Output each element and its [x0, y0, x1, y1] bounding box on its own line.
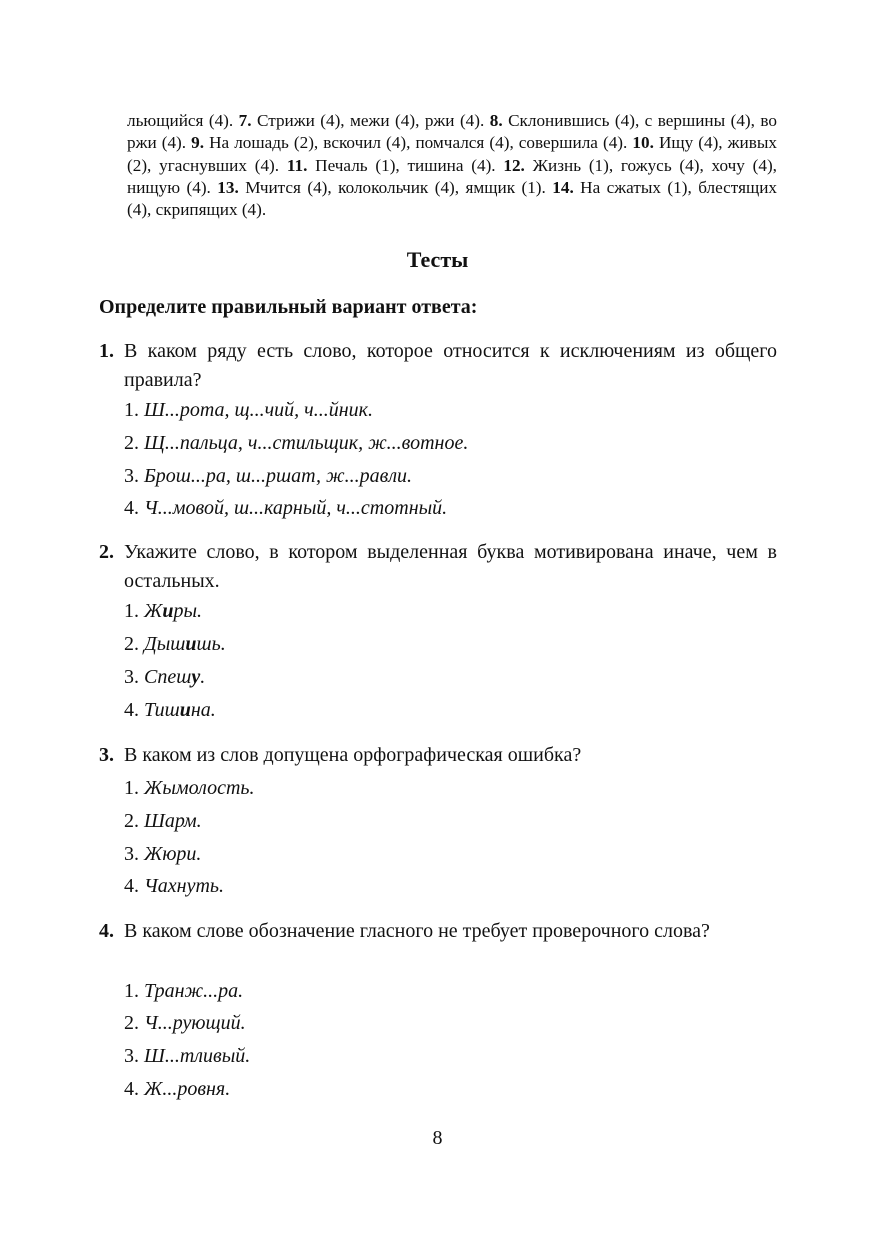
- answer-text: На лошадь (2), вскочил (4), помчался (4), совершила (4).: [204, 133, 633, 153]
- option-4-3: [124, 1042, 250, 1070]
- question-3: [99, 741, 777, 770]
- question-text: Укажите слово, в котором выделенная буква мотивирована иначе, чем в остальных.: [124, 541, 777, 592]
- option-3-3: [124, 840, 201, 868]
- option-number: 3.: [124, 465, 139, 487]
- option-1-4: [124, 494, 447, 522]
- option-text: Ш...тливый.: [144, 1045, 251, 1067]
- option-text: Спешу.: [144, 666, 206, 688]
- option-text: Ж...ровня.: [144, 1078, 231, 1100]
- option-3-4: [124, 872, 224, 900]
- answer-number: 9.: [191, 133, 205, 153]
- answer-text: Ищу (4), живых (2), угаснувших (4).: [127, 133, 777, 175]
- answer-number: 14.: [552, 177, 574, 197]
- instruction: Определите правильный вариант ответа:: [99, 296, 478, 318]
- option-text: Ч...мовой, ш...карный, ч...стотный.: [144, 497, 448, 519]
- question-2: [99, 538, 777, 595]
- option-number: 3.: [124, 843, 139, 865]
- highlighted-letter: у: [191, 666, 201, 688]
- question-number: 4.: [99, 920, 114, 942]
- option-number: 2.: [124, 1012, 139, 1034]
- question-4: [99, 917, 777, 946]
- question-text: В каком слове обозначение гласного не требует проверочного слова?: [124, 920, 710, 942]
- option-4-2: [124, 1009, 246, 1037]
- option-number: 4.: [124, 1078, 139, 1100]
- option-2-4: [124, 696, 216, 724]
- option-text: Шарм.: [144, 810, 202, 832]
- question-number: 2.: [99, 541, 114, 563]
- answer-text: Печаль (1), тишина (4).: [307, 155, 504, 175]
- option-1-1: [124, 396, 373, 424]
- option-text: Щ...пальца, ч...стильщик, ж...вотное.: [144, 432, 469, 454]
- option-number: 2.: [124, 432, 139, 454]
- answer-text: Жизнь (1), гожусь (4), хочу (4), нищую (4).: [127, 155, 777, 197]
- option-2-3: [124, 663, 205, 691]
- page-number: 8: [432, 1127, 443, 1149]
- option-1-3: [124, 462, 412, 490]
- option-2-2: [124, 630, 226, 658]
- question-text: В каком из слов допущена орфографическая ошибка?: [124, 744, 582, 766]
- question-text: В каком ряду есть слово, которое относится к исключениям из общего правила?: [124, 340, 777, 391]
- answer-text: Мчится (4), колокольчик (4), ямщик (1).: [238, 177, 553, 197]
- answer-number: 13.: [217, 177, 239, 197]
- option-text: Жюри.: [144, 843, 202, 865]
- option-number: 1.: [124, 399, 139, 421]
- answer-text: Стрижи (4), межи (4), ржи (4).: [251, 111, 490, 130]
- option-text: Тишина.: [144, 699, 216, 721]
- option-3-1: [124, 774, 255, 802]
- highlighted-letter: и: [185, 633, 197, 655]
- question-number: 1.: [99, 340, 114, 362]
- answer-number: 8.: [489, 111, 503, 130]
- option-text: Транж...ра.: [144, 980, 244, 1002]
- option-number: 2.: [124, 810, 139, 832]
- answer-number: 7.: [238, 111, 252, 130]
- option-number: 4.: [124, 699, 139, 721]
- option-text: Дышишь.: [144, 633, 226, 655]
- option-4-1: [124, 977, 243, 1005]
- question-number: 3.: [99, 744, 114, 766]
- option-number: 3.: [124, 666, 139, 688]
- option-text: Чахнуть.: [144, 875, 224, 897]
- option-text: Жиры.: [144, 600, 202, 622]
- answer-text: На сжатых (1), блестящих (4), скрипящих (4).: [127, 177, 777, 220]
- answer-number: 11.: [286, 155, 308, 175]
- answer-number: 10.: [632, 133, 654, 153]
- option-text: Ч...рующий.: [144, 1012, 246, 1034]
- answer-text: Склонившись (4), с вершины (4), во ржи (4).: [127, 111, 777, 153]
- option-number: 1.: [124, 980, 139, 1002]
- option-3-2: [124, 807, 202, 835]
- option-2-1: [124, 597, 202, 625]
- question-1: [99, 337, 777, 394]
- option-text: Жымолость.: [144, 777, 255, 799]
- option-number: 3.: [124, 1045, 139, 1067]
- option-4-4: [124, 1075, 230, 1103]
- answer-number: 12.: [503, 155, 525, 175]
- option-number: 1.: [124, 600, 139, 622]
- option-number: 4.: [124, 875, 139, 897]
- option-number: 2.: [124, 633, 139, 655]
- answer-key-paragraph: [127, 110, 777, 221]
- option-text: Ш...рота, щ...чий, ч...йник.: [144, 399, 374, 421]
- answer-text: льющийся (4).: [127, 111, 239, 130]
- option-number: 4.: [124, 497, 139, 519]
- option-number: 1.: [124, 777, 139, 799]
- highlighted-letter: и: [179, 699, 191, 721]
- highlighted-letter: и: [162, 600, 174, 622]
- option-text: Брош...ра, ш...ршат, ж...равли.: [144, 465, 413, 487]
- section-title: Тесты: [406, 247, 469, 272]
- option-1-2: [124, 429, 468, 457]
